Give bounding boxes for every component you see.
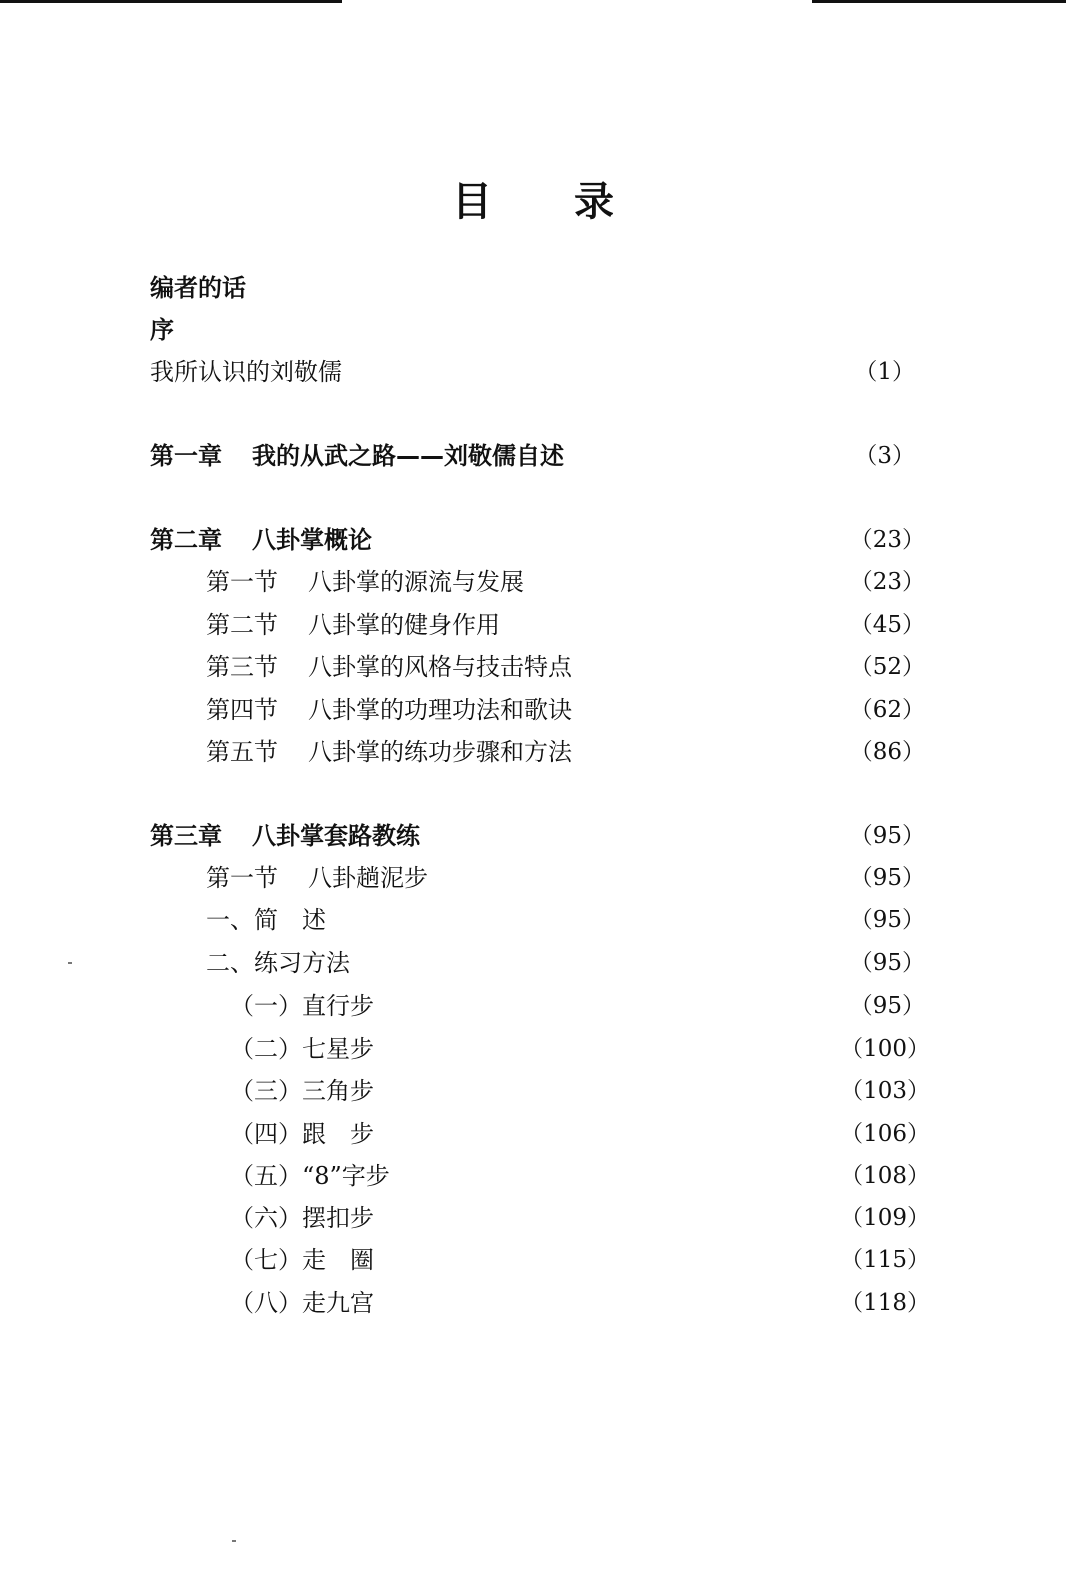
toc-chapter[interactable] <box>150 520 925 560</box>
toc-chapter-label: 第一章 <box>150 442 222 470</box>
toc-page-number: （86） <box>849 739 925 765</box>
toc-item[interactable] <box>230 1156 930 1196</box>
toc-section-label: 第一节 <box>206 568 278 596</box>
toc-leader-dots <box>392 1156 834 1196</box>
top-rule-left <box>0 0 342 3</box>
toc-item-title: “8”字步 <box>302 1162 390 1190</box>
toc-front-text: 序 <box>150 316 174 344</box>
toc-section-label: 第五节 <box>206 738 278 766</box>
toc-item-label: （六） <box>230 1204 302 1232</box>
toc-front-text: 编者的话 <box>150 274 246 302</box>
toc-leader-dots <box>352 943 844 983</box>
toc-item-label: （七） <box>230 1246 302 1274</box>
toc-subsection[interactable] <box>206 900 925 940</box>
toc-chapter-title: 八卦掌概论 <box>252 526 372 554</box>
toc-section[interactable] <box>206 690 925 730</box>
toc-item-label: （八） <box>230 1289 302 1317</box>
toc-section[interactable] <box>206 858 925 898</box>
toc-chapter-title: 八卦掌套路教练 <box>252 822 420 850</box>
toc-page-number: （100） <box>840 1036 930 1062</box>
title-char-2: 录 <box>574 179 614 225</box>
toc-item[interactable] <box>230 1240 930 1280</box>
toc-leader-dots <box>422 816 844 856</box>
toc-subsection[interactable] <box>206 943 925 983</box>
toc-page-number: （108） <box>840 1163 930 1189</box>
toc-subsection-title: 二、练习方法 <box>206 949 350 977</box>
toc-entry-text: 我所认识的刘敬儒 <box>150 358 342 386</box>
toc-leader-dots <box>344 352 848 392</box>
toc-page-number: （1） <box>854 359 915 385</box>
toc-section[interactable] <box>206 605 925 645</box>
toc-leader-dots <box>376 986 844 1026</box>
toc-page-number: （106） <box>840 1121 930 1147</box>
toc-page-number: （23） <box>849 569 925 595</box>
toc-section-title: 八卦趟泥步 <box>308 864 428 892</box>
toc-item-title: 三角步 <box>302 1077 374 1105</box>
toc-leader-dots <box>574 732 844 772</box>
toc-item-title: 走 圈 <box>302 1246 374 1274</box>
toc-page-number: （95） <box>849 823 925 849</box>
toc-page-number: （95） <box>849 950 925 976</box>
toc-item-title: 直行步 <box>302 992 374 1020</box>
toc-item[interactable] <box>230 1198 930 1238</box>
toc-page-number: （115） <box>840 1247 930 1273</box>
toc-leader-dots <box>376 1029 834 1069</box>
toc-subsection-title: 一、简 述 <box>206 906 326 934</box>
toc-section-title: 八卦掌的练功步骤和方法 <box>308 738 572 766</box>
toc-section[interactable] <box>206 647 925 687</box>
toc-item-label: （三） <box>230 1077 302 1105</box>
toc-leader-dots <box>376 1240 834 1280</box>
toc-leader-dots <box>574 690 844 730</box>
toc-section-title: 八卦掌的源流与发展 <box>308 568 524 596</box>
toc-item-title: 摆扣步 <box>302 1204 374 1232</box>
toc-chapter[interactable] <box>150 816 925 856</box>
toc-item-title: 七星步 <box>302 1035 374 1063</box>
toc-item-label: （一） <box>230 992 302 1020</box>
toc-page-number: （103） <box>840 1078 930 1104</box>
toc-section-label: 第一节 <box>206 864 278 892</box>
toc-section-label: 第四节 <box>206 696 278 724</box>
toc-item-label: （四） <box>230 1120 302 1148</box>
toc-item[interactable] <box>230 1114 930 1154</box>
toc-entry[interactable] <box>150 352 915 392</box>
toc-chapter-label: 第二章 <box>150 526 222 554</box>
toc-front-editor[interactable] <box>150 268 246 308</box>
toc-leader-dots <box>374 520 844 560</box>
toc-leader-dots <box>376 1283 834 1323</box>
toc-item-title: 跟 步 <box>302 1120 374 1148</box>
toc-leader-dots <box>526 562 844 602</box>
toc-page-number: （118） <box>840 1290 930 1316</box>
toc-section-title: 八卦掌的风格与技击特点 <box>308 653 572 681</box>
toc-chapter-label: 第三章 <box>150 822 222 850</box>
page-title <box>0 170 1066 227</box>
toc-leader-dots <box>430 858 844 898</box>
toc-section-label: 第二节 <box>206 611 278 639</box>
toc-section-label: 第三节 <box>206 653 278 681</box>
toc-leader-dots <box>328 900 844 940</box>
top-rule-right <box>812 0 1066 3</box>
toc-page-number: （95） <box>849 865 925 891</box>
toc-item[interactable] <box>230 1029 930 1069</box>
toc-page-number: （62） <box>849 697 925 723</box>
toc-leader-dots <box>574 647 844 687</box>
toc-item-label: （二） <box>230 1035 302 1063</box>
toc-item[interactable] <box>230 986 925 1026</box>
toc-page-number: （95） <box>849 993 925 1019</box>
toc-page-number: （45） <box>849 612 925 638</box>
toc-section[interactable] <box>206 562 925 602</box>
toc-page-number: （52） <box>849 654 925 680</box>
toc-page-number: （95） <box>849 907 925 933</box>
toc-leader-dots <box>376 1071 834 1111</box>
toc-section-title: 八卦掌的功理功法和歌诀 <box>308 696 572 724</box>
toc-section-title: 八卦掌的健身作用 <box>308 611 500 639</box>
toc-item[interactable] <box>230 1071 930 1111</box>
toc-leader-dots <box>566 436 848 476</box>
toc-item-title: 走九宫 <box>302 1289 374 1317</box>
toc-chapter-title: 我的从武之路——刘敬儒自述 <box>252 442 564 470</box>
toc-page-number: （109） <box>840 1205 930 1231</box>
title-char-1: 目 <box>452 179 492 225</box>
scan-speck <box>232 1540 236 1542</box>
scan-speck <box>68 962 72 964</box>
toc-item-label: （五） <box>230 1162 302 1190</box>
toc-chapter[interactable] <box>150 436 915 476</box>
toc-item[interactable] <box>230 1283 930 1323</box>
toc-leader-dots <box>502 605 844 645</box>
toc-page-number: （23） <box>849 527 925 553</box>
toc-leader-dots <box>376 1198 834 1238</box>
toc-leader-dots <box>376 1114 834 1154</box>
toc-front-preface[interactable] <box>150 310 174 350</box>
toc-section[interactable] <box>206 732 925 772</box>
toc-page-number: （3） <box>854 443 915 469</box>
